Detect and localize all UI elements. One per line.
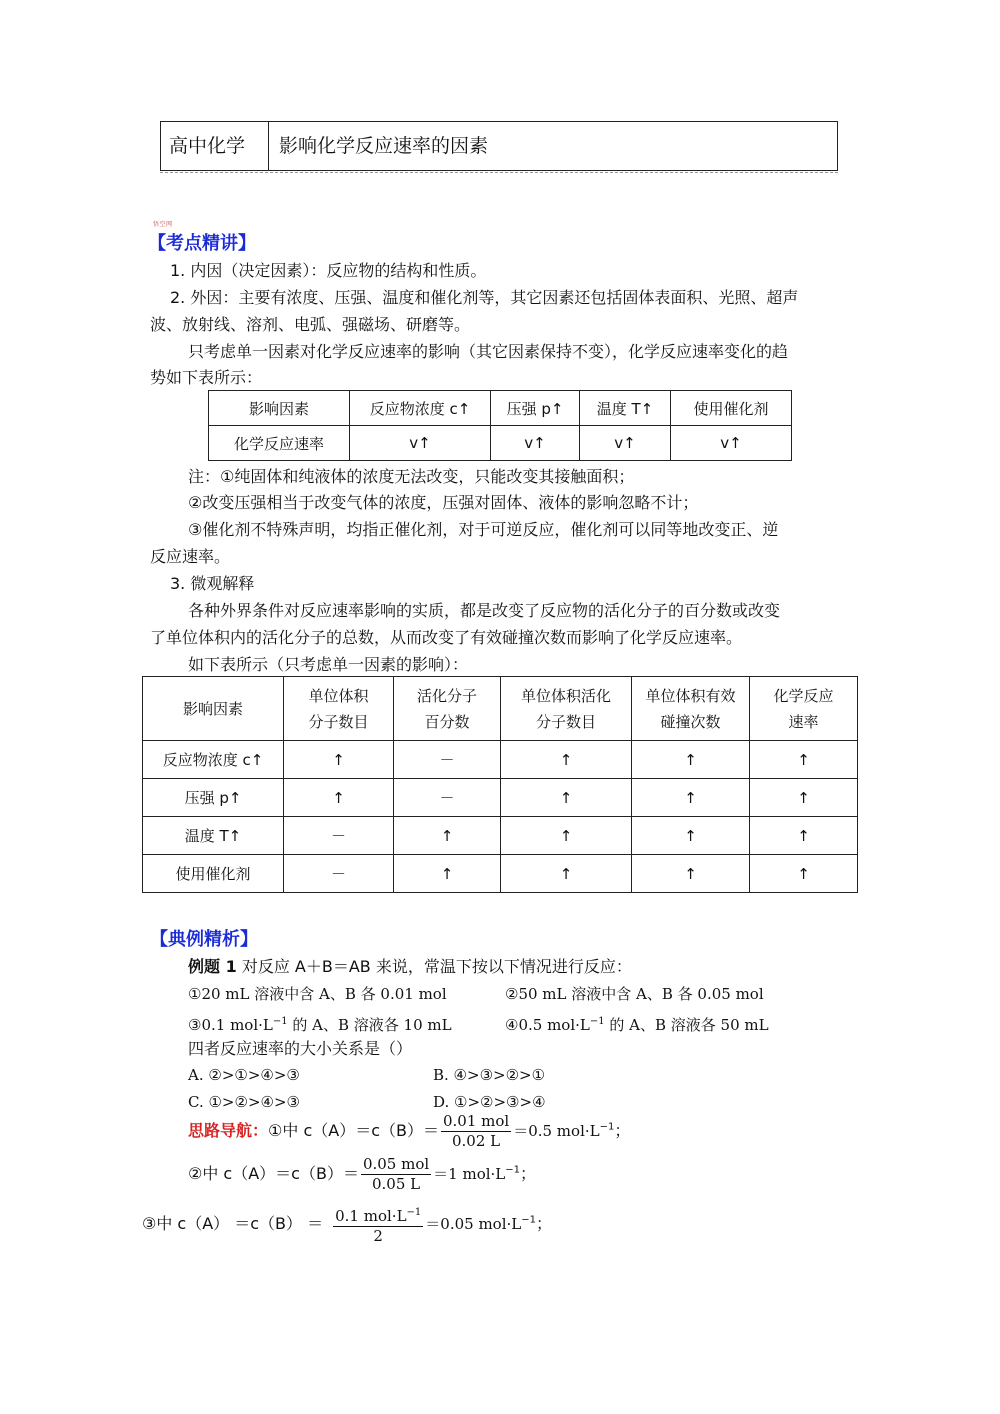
option-a: A. ②>①>④>③ [188, 1066, 300, 1084]
point-3: 3. 微观解释 [170, 574, 255, 593]
solution-text: ＝1 mol·L [433, 1165, 506, 1183]
solution-text: ①中 c（A）＝c（B）＝ [268, 1121, 439, 1140]
table-cell: ↑ [750, 741, 858, 779]
denominator: 0.05 L [371, 1175, 421, 1193]
paragraph-line-1: 只考虑单一因素对化学反应速率的影响（其它因素保持不变），化学反应速率变化的趋 [188, 342, 789, 361]
micro-line-3: 如下表所示（只考虑单一因素的影响）： [188, 655, 469, 674]
cond-text: ③0.1 mol·L [188, 1016, 273, 1034]
table-cell [284, 677, 394, 741]
table-cell: ↑ [501, 817, 632, 855]
table-cell: ↑ [632, 855, 750, 893]
solution-text: ＝0.5 mol·L [513, 1122, 600, 1140]
point-2-line-2: 波、放射线、溶剂、电弧、强磁场、研磨等。 [150, 315, 471, 334]
table-cell: v↑ [350, 426, 491, 461]
fraction [333, 1203, 423, 1246]
table-cell: 反应物浓度 c↑ [350, 391, 491, 426]
numerator-text: 0.1 mol·L [335, 1207, 407, 1225]
option-b: B. ④>③>②>① [433, 1066, 546, 1084]
table-cell: 影响因素 [209, 391, 350, 426]
table-cell: ↑ [394, 817, 501, 855]
table-cell: 压强 p↑ [491, 391, 580, 426]
note-2: ②改变压强相当于改变气体的浓度，压强对固体、液体的影响忽略不计； [188, 493, 699, 512]
denominator: 0.02 L [452, 1132, 501, 1150]
table-row [143, 855, 858, 893]
condition-2: ②50 mL 溶液中含 A、B 各 0.05 mol [505, 985, 764, 1003]
table-cell: ↑ [394, 855, 501, 893]
header-topic: 影响化学反应速率的因素 [279, 135, 489, 157]
solution-text: ②中 c（A）＝c（B）＝ [188, 1164, 359, 1183]
section-title-examples: 【典例精析】 [150, 929, 258, 950]
table-cell: 温度 T↑ [143, 817, 284, 855]
cell-line: 活化分子 [416, 686, 477, 705]
table-cell [632, 677, 750, 741]
cell-line: 碰撞次数 [660, 712, 721, 731]
cell-line: 分子数目 [535, 712, 596, 731]
table-cell: － [284, 817, 394, 855]
table-cell [394, 677, 501, 741]
numerator [333, 1203, 423, 1227]
table-cell: ↑ [632, 779, 750, 817]
trend-table [208, 390, 792, 461]
solution-line-3 [142, 1203, 552, 1246]
section-title-key-points: 【考点精讲】 [148, 233, 256, 254]
cell-line: 单位体积活化 [520, 686, 611, 705]
exponent: −1 [589, 1016, 605, 1027]
solution-text: ＝0.05 mol·L [425, 1215, 522, 1233]
cond-text: 的 A、B 溶液各 50 mL [604, 1016, 769, 1034]
fraction [441, 1112, 511, 1151]
exponent: −1 [272, 1016, 288, 1027]
header-divider [160, 172, 838, 173]
cell-line: 分子数目 [308, 712, 369, 731]
cond-text: 的 A、B 溶液各 10 mL [287, 1016, 452, 1034]
example-label: 例题 1 [188, 957, 237, 976]
table-row [209, 426, 792, 461]
numerator: 0.05 mol [362, 1155, 430, 1173]
fraction [361, 1155, 431, 1194]
cell-line: 速率 [788, 712, 819, 731]
option-d: D. ①>②>③>④ [433, 1093, 546, 1111]
table-cell: － [394, 779, 501, 817]
option-c: C. ①>②>④>③ [188, 1093, 300, 1111]
numerator: 0.01 mol [442, 1112, 510, 1130]
cond-text: ④0.5 mol·L [505, 1016, 590, 1034]
exponent: −1 [406, 1207, 422, 1218]
table-row [143, 817, 858, 855]
question: 四者反应速率的大小关系是（） [188, 1039, 413, 1058]
point-1: 1. 内因（决定因素）：反应物的结构和性质。 [170, 261, 487, 280]
denominator: 2 [373, 1227, 383, 1245]
cell-line: 百分数 [424, 712, 470, 731]
table-cell: － [394, 741, 501, 779]
example-text: 对反应 A＋B＝AB 来说，常温下按以下情况进行反应： [241, 957, 632, 976]
paragraph-line-2: 势如下表所示： [150, 368, 263, 387]
condition-1: ①20 mL 溶液中含 A、B 各 0.01 mol [188, 985, 447, 1003]
solution-line-2 [188, 1155, 536, 1194]
table-cell: ↑ [284, 741, 394, 779]
table-cell: ↑ [750, 817, 858, 855]
table-cell: 压强 p↑ [143, 779, 284, 817]
table-cell: ↑ [750, 855, 858, 893]
cell-line: 化学反应 [773, 686, 834, 705]
table-cell: 反应物浓度 c↑ [143, 741, 284, 779]
micro-table [142, 676, 858, 893]
solution-text: ； [535, 1214, 552, 1233]
table-cell: ↑ [284, 779, 394, 817]
table-cell: v↑ [491, 426, 580, 461]
table-row [143, 741, 858, 779]
table-cell [750, 677, 858, 741]
solution-text: ③中 c（A） ＝c（B） ＝ [142, 1214, 324, 1233]
table-cell: 使用催化剂 [143, 855, 284, 893]
cell-line: 单位体积有效 [645, 686, 736, 705]
header-box [160, 121, 838, 171]
table-cell: 化学反应速率 [209, 426, 350, 461]
table-row [143, 779, 858, 817]
solution-label: 思路导航： [188, 1121, 269, 1140]
micro-line-2: 了单位体积内的活化分子的总数，从而改变了有效碰撞次数而影响了化学反应速率。 [150, 628, 743, 647]
condition-4 [505, 1008, 769, 1039]
table-cell: 使用催化剂 [671, 391, 792, 426]
table-cell [501, 677, 632, 741]
table-row [209, 391, 792, 426]
example-stem [188, 953, 632, 980]
exponent: −1 [521, 1214, 536, 1226]
cell-line: 单位体积 [308, 686, 369, 705]
solution-text: ； [614, 1121, 631, 1140]
note-1: 注：①纯固体和纯液体的浓度无法改变，只能改变其接触面积； [188, 467, 635, 486]
micro-line-1: 各种外界条件对反应速率影响的实质，都是改变了反应物的活化分子的百分数或改变 [188, 601, 781, 620]
table-row [143, 677, 858, 741]
header-subject: 高中化学 [161, 122, 269, 170]
table-cell: ↑ [501, 855, 632, 893]
table-cell: － [284, 855, 394, 893]
logo: 悟空网 [153, 221, 173, 228]
table-cell: v↑ [671, 426, 792, 461]
solution-line-1 [188, 1112, 630, 1151]
table-cell: ↑ [501, 741, 632, 779]
exponent: −1 [505, 1164, 521, 1176]
note-3-line-2: 反应速率。 [150, 547, 231, 566]
exponent: −1 [599, 1121, 615, 1133]
point-2-line-1: 2. 外因：主要有浓度、压强、温度和催化剂等，其它因素还包括固体表面积、光照、超声 [170, 288, 799, 307]
note-3-line-1: ③催化剂不特殊声明，均指正催化剂，对于可逆反应，催化剂可以同等地改变正、逆 [188, 520, 779, 539]
table-cell: ↑ [750, 779, 858, 817]
table-cell: v↑ [580, 426, 671, 461]
table-cell: 温度 T↑ [580, 391, 671, 426]
table-cell: ↑ [632, 741, 750, 779]
table-cell: ↑ [501, 779, 632, 817]
table-cell: ↑ [632, 817, 750, 855]
solution-text: ； [520, 1164, 537, 1183]
table-cell: 影响因素 [143, 677, 284, 741]
